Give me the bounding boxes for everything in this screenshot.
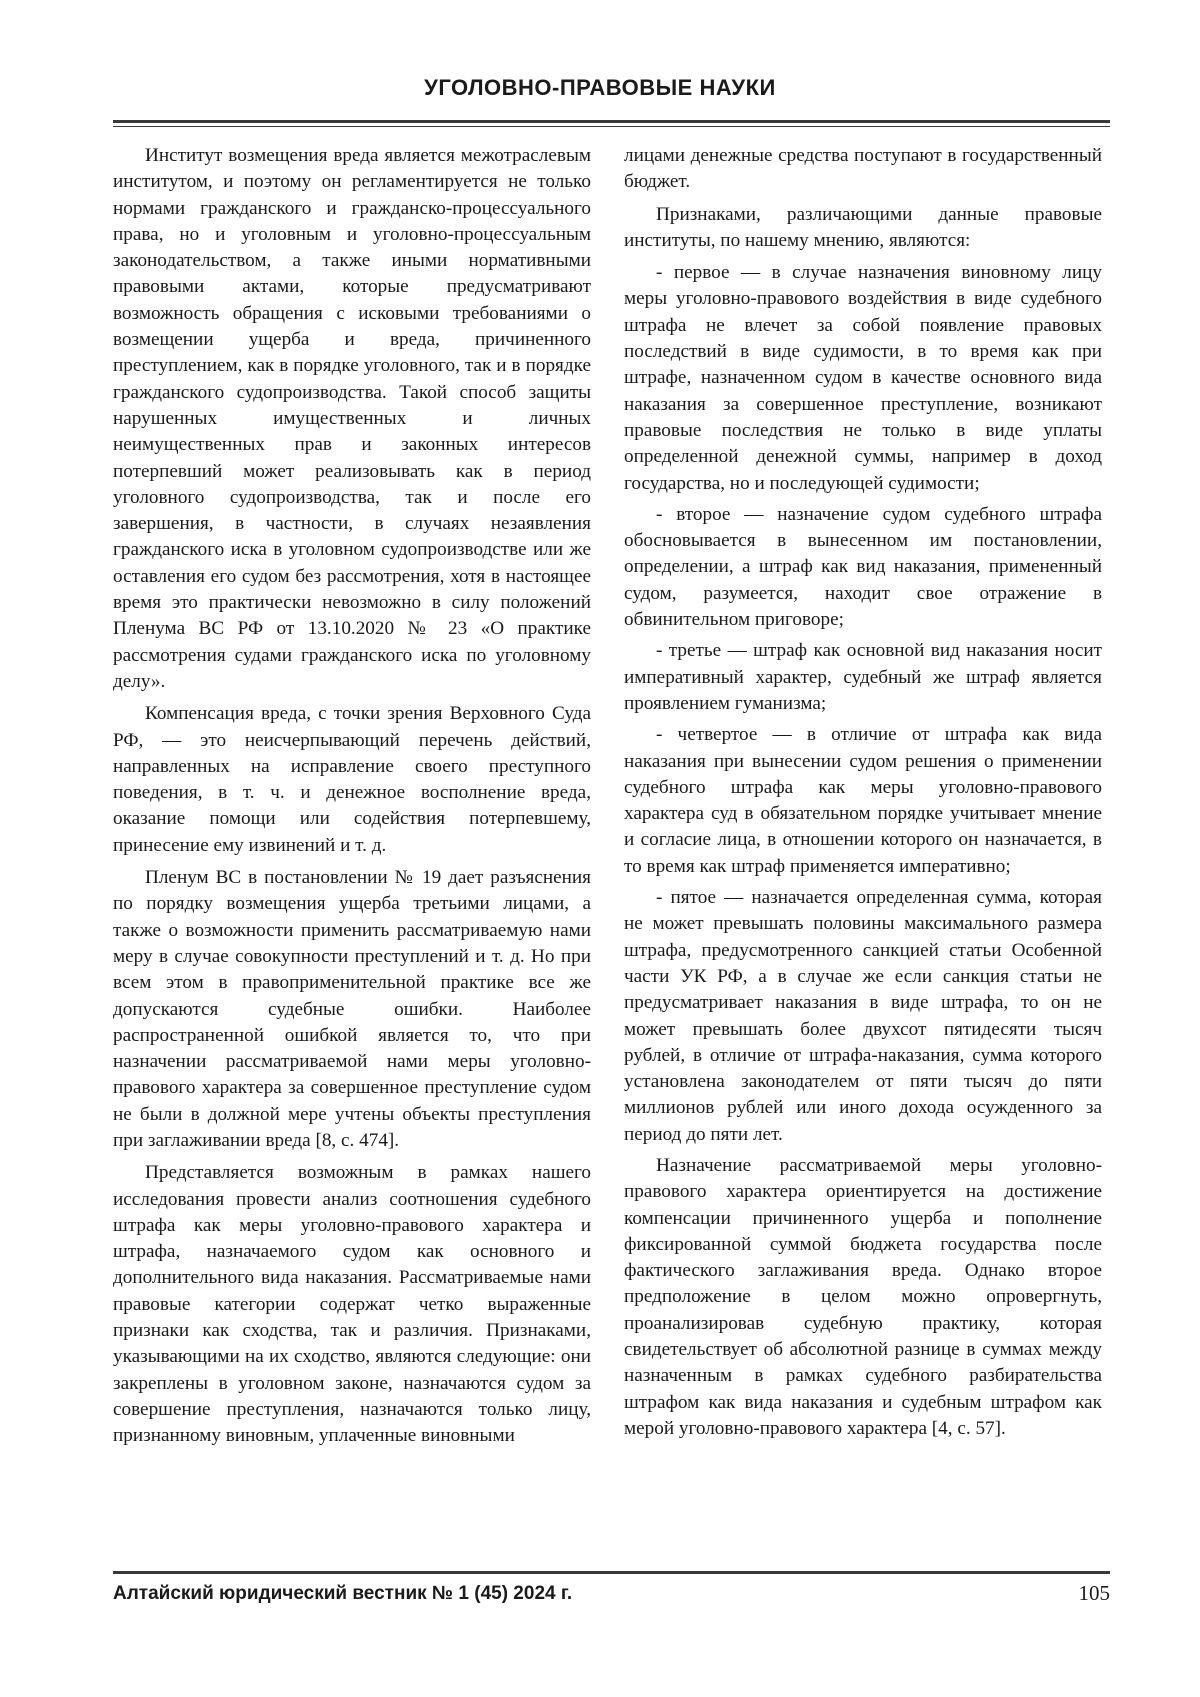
footer-rule — [113, 1571, 1110, 1574]
header-rule — [113, 120, 1110, 123]
paragraph: Пленум ВС в постановлении № 19 дает разъяснения по порядку возмещения ущерба третьими лицами, а также о возможности применить рассматриваемую нами меру в случае совокупности преступлений и т. д. Но при всем этом в правоприменительной практике все же допускаются судебные ошибки. Наиболее распространенной ошибкой является то, что при назначении рассматриваемой нами меры уголовно-правового характера за совершенное преступление судом не были в должной мере учтены объекты преступления при заглаживании вреда [8, с. 474]. — [113, 867, 591, 1151]
paragraph: Назначение рассматриваемой меры уголовно-правового характера ориентируется на достижение компенсации причиненного ущерба и пополнение фиксированной суммой бюджета государства после фактического заглаживания вреда. Однако второе предположение в целом можно опровергнуть, проанализировав судебную практику, которая свидетельствует об абсолютной разнице в суммах между назначенным в рамках судебного разбирательства штрафом как вида наказания и судебным штрафом как мерой уголовно-правового характера [4, с. 57]. — [624, 1154, 1102, 1439]
paragraph: Признаками, различающими данные правовые институты, по нашему мнению, являются: — [624, 203, 1102, 251]
left-column — [113, 143, 591, 1456]
journal-name: Алтайский юридический вестник № 1 (45) 2024 г. — [113, 1583, 573, 1604]
paragraph: Компенсация вреда, с точки зрения Верховного Суда РФ, — это неисчерпывающий перечень действий, направленных на исправление своего преступного поведения, в т. ч. и денежное восполнение вреда, оказание помощи или содействия потерпевшему, принесение ему извинений и т. д. — [113, 703, 591, 856]
list-item: - первое — в случае назначения виновному лицу меры уголовно-правового воздействия в виде судебного штрафа не влечет за собой появление правовых последствий в виде судимости, в то время как при штрафе, назначенном судом в качестве основного вида наказания за совершенное преступление, возникают правовые последствия не только в виде уплаты определенной денежной суммы, например в доход государства, но и последующей судимости; — [624, 262, 1102, 494]
right-column — [624, 143, 1102, 1448]
header-rule-thin — [113, 126, 1110, 127]
section-title: УГОЛОВНО-ПРАВОВЫЕ НАУКИ — [424, 75, 776, 100]
paragraph: Институт возмещения вреда является межотраслевым институтом, и поэтому он регламентируется не только нормами гражданского и гражданско-процессуального права, но и уголовным и уголовно-процессуальным законодательством, а также иными нормативными правовыми актами, которые предусматривают возможность обращения с исковыми требованиями о возмещении ущерба и вреда, причиненного преступлением, как в порядке уголовного, так и в порядке гражданского судопроизводства. Такой способ защиты нарушенных имущественных и личных неимущественных прав и законных интересов потерпевший может реализовывать как в период уголовного судопроизводства, так и после его завершения, в частности, в случаях незаявления гражданского иска в уголовном судопроизводстве или же оставления его судом без рассмотрения, хотя в настоящее время это практически невозможно в силу положений Пленума ВС РФ от 13.10.2020 № 23 «О практике рассмотрения судами гражданского иска по уголовному делу». — [113, 145, 591, 692]
list-item: - второе — назначение судом судебного штрафа обосновывается в вынесенном им постановлении, определении, а штраф как вид наказания, примененный судом, разумеется, находит свое отражение в обвинительном приговоре; — [624, 503, 1102, 631]
list-item: - четвертое — в отличие от штрафа как вида наказания при вынесении судом решения о применении судебного штрафа как меры уголовно-правового характера суд в обязательном порядке учитывает мнение и согласие лица, в отношении которого он назначается, в то время как штраф применяется императивно; — [624, 724, 1102, 877]
paragraph-continuation: лицами денежные средства поступают в государственный бюджет. — [624, 145, 1102, 193]
list-item: - третье — штраф как основной вид наказания носит императивный характер, судебный же штраф является проявлением гуманизма; — [624, 640, 1102, 714]
paragraph: Представляется возможным в рамках нашего исследования провести анализ соотношения судебного штрафа как меры уголовно-правового характера и штрафа, назначаемого судом как основного и дополнительного вида наказания. Рассматриваемые нами правовые категории содержат четко выраженные признаки как сходства, так и различия. Признаками, указывающими на их сходство, являются следующие: они закреплены в уголовном законе, назначаются судом за совершение преступления, назначаются только лицу, признанному виновным, уплаченные виновными — [113, 1162, 591, 1447]
page-number: 105 — [1078, 1581, 1110, 1605]
list-item: - пятое — назначается определенная сумма, которая не может превышать половины максимального размера штрафа, предусмотренного санкцией статьи Особенной части УК РФ, а в случае же если санкция статьи не предусматривает наказания в виде штрафа, то он не может превышать более двухсот пятидесяти тысяч рублей, в отличие от штрафа-наказания, сумма которого установлена законодателем от пяти тысяч до пяти миллионов рублей или иного дохода осужденного за период до пяти лет. — [624, 887, 1102, 1145]
